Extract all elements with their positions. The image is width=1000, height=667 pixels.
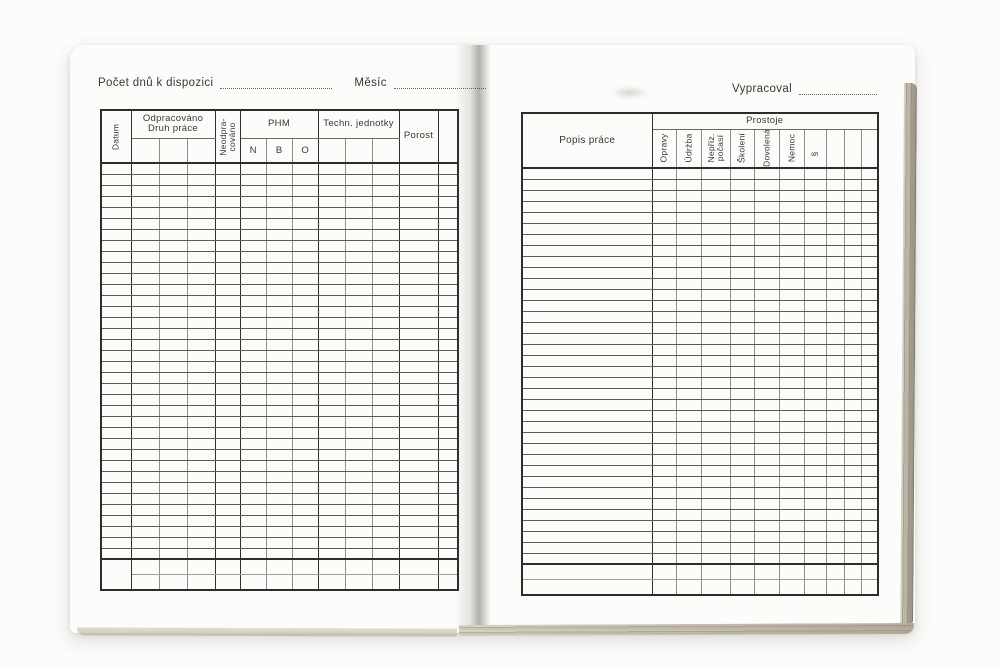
total-row (101, 559, 458, 574)
grid-row (101, 493, 458, 504)
odpracovano-subcol (131, 138, 159, 163)
grid-row (522, 344, 878, 355)
grid-row (101, 383, 458, 394)
grid-row (101, 295, 458, 306)
grid-row (101, 504, 458, 515)
grid-row (522, 531, 878, 542)
grid-row (522, 322, 878, 333)
left-page-header (98, 77, 486, 89)
open-notebook (70, 45, 915, 633)
prostoje-subcol-drba: Údržba (676, 129, 701, 168)
prostoje-subcol-§: § (804, 129, 826, 168)
techn-subcol (345, 138, 372, 163)
grid-row (101, 262, 458, 273)
phm-group-header: PHM (240, 110, 318, 138)
grid-row (522, 487, 878, 498)
neodpracovano-column-header: Neodpra- cováno (215, 110, 240, 163)
grid-row (101, 427, 458, 438)
grid-row (522, 399, 878, 410)
phm-subcol-o: O (292, 138, 318, 163)
grid-row (101, 218, 458, 229)
grid-row (101, 317, 458, 328)
mesic-label: Měsíc (354, 77, 387, 89)
grid-row (522, 553, 878, 564)
grid-row (522, 267, 878, 278)
grid-row (101, 405, 458, 416)
grid-row (101, 185, 458, 196)
prostoje-subcol-opravy: Opravy (652, 129, 676, 168)
grid-row (522, 498, 878, 509)
techn-jednotky-group-header: Techn. jednotky (318, 110, 399, 138)
grid-row (101, 471, 458, 482)
grid-row (101, 284, 458, 295)
pocet-dnu-label: Počet dnů k dispozici (98, 77, 214, 89)
grid-row (101, 174, 458, 185)
dotted-fill-line (394, 77, 486, 89)
total-row (101, 574, 458, 590)
grid-row (522, 234, 878, 245)
grid-row (101, 273, 458, 284)
grid-row (101, 251, 458, 262)
downtime-table (521, 112, 879, 596)
grid-row (522, 476, 878, 487)
grid-row (101, 306, 458, 317)
prostoje-subcol-empty (844, 129, 861, 168)
grid-row (101, 548, 458, 559)
grid-row (101, 515, 458, 526)
grid-row (522, 454, 878, 465)
grid-row (522, 168, 878, 179)
grid-row (101, 394, 458, 405)
grid-row (101, 350, 458, 361)
grid-row (522, 509, 878, 520)
grid-row (101, 449, 458, 460)
work-log-grid (101, 163, 458, 590)
downtime-grid (522, 168, 878, 595)
popis-prace-column-header: Popis práce (522, 113, 652, 168)
prostoje-subcol-empty (826, 129, 844, 168)
techn-subcol (318, 138, 345, 163)
grid-row (522, 311, 878, 322)
grid-row (522, 333, 878, 344)
grid-row (101, 372, 458, 383)
grid-row (522, 542, 878, 553)
grid-row (522, 300, 878, 311)
grid-row (101, 240, 458, 251)
right-page (475, 45, 915, 633)
grid-row (522, 421, 878, 432)
prostoje-subcol-nemoc: Nemoc (779, 129, 804, 168)
unlabeled-column-header (438, 110, 458, 163)
grid-row (101, 229, 458, 240)
grid-row (522, 520, 878, 531)
grid-row (101, 438, 458, 449)
grid-row (522, 410, 878, 421)
odpracovano-subcol (159, 138, 187, 163)
grid-row (522, 212, 878, 223)
grid-row (522, 190, 878, 201)
grid-row (522, 465, 878, 476)
work-log-table (100, 109, 459, 591)
total-row (522, 579, 878, 595)
grid-row (522, 278, 878, 289)
grid-row (101, 207, 458, 218)
grid-row (101, 196, 458, 207)
grid-row (522, 201, 878, 212)
grid-row (522, 355, 878, 366)
prostoje-subcol-kolen: Školení (730, 129, 754, 168)
grid-row (101, 339, 458, 350)
odpracovano-group-header: Odpracováno Druh práce (131, 110, 215, 138)
grid-row (522, 388, 878, 399)
grid-row (101, 361, 458, 372)
grid-row (522, 289, 878, 300)
grid-row (101, 460, 458, 471)
grid-row (101, 526, 458, 537)
grid-row (101, 328, 458, 339)
phm-subcol-b: B (266, 138, 292, 163)
prostoje-subcol-empty (861, 129, 878, 168)
left-page (70, 45, 475, 633)
grid-row (522, 179, 878, 190)
dotted-fill-line (799, 83, 877, 95)
grid-row (522, 256, 878, 267)
vypracoval-label: Vypracoval (732, 83, 792, 95)
porost-column-header: Porost (399, 110, 438, 163)
grid-row (101, 537, 458, 548)
grid-row (522, 377, 878, 388)
grid-row (522, 366, 878, 377)
phm-subcol-n: N (240, 138, 266, 163)
grid-row (522, 432, 878, 443)
prostoje-subcol-nepzpoas: Nepříz. počasí (701, 129, 730, 168)
dotted-fill-line (220, 77, 332, 89)
prostoje-subcol-dovolen: Dovolená (754, 129, 779, 168)
grid-row (101, 482, 458, 493)
work-log-table-header (101, 110, 458, 163)
total-row (522, 564, 878, 579)
grid-row (101, 163, 458, 174)
downtime-table-header (522, 113, 878, 168)
grid-row (522, 245, 878, 256)
right-page-header (732, 83, 877, 95)
prostoje-group-header: Prostoje (652, 113, 878, 129)
techn-subcol (372, 138, 399, 163)
odpracovano-subcol (187, 138, 215, 163)
grid-row (522, 223, 878, 234)
grid-row (101, 416, 458, 427)
grid-row (522, 443, 878, 454)
datum-column-header: Datum (101, 110, 131, 163)
